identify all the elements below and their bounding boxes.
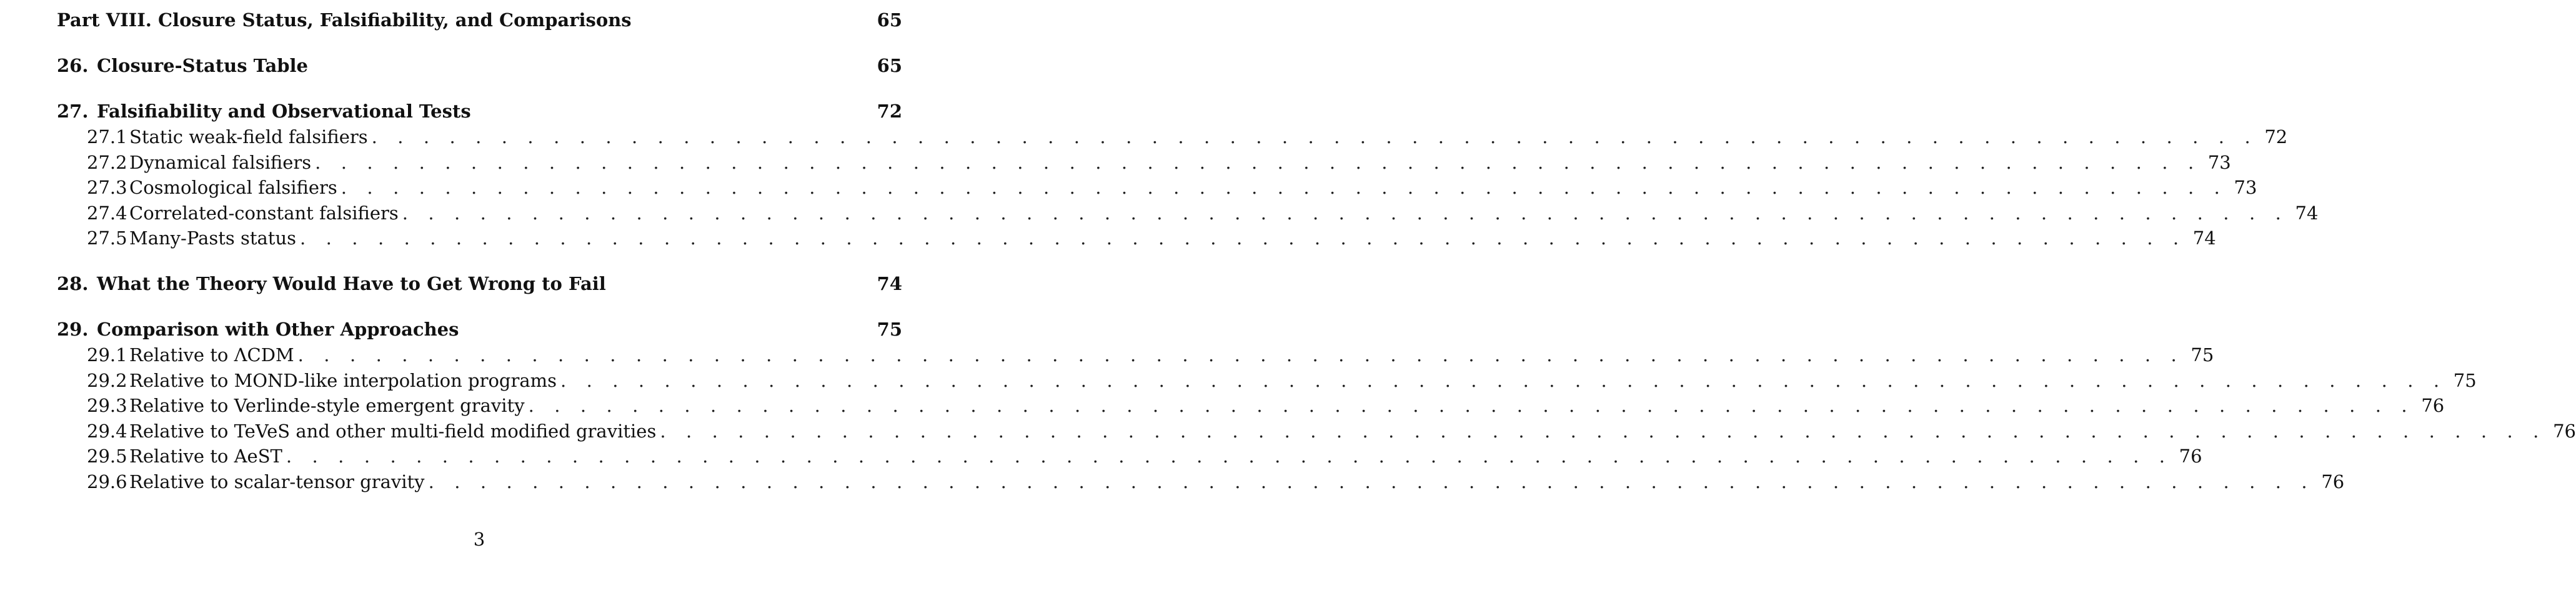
part-page-number: 65 bbox=[877, 9, 902, 31]
subsection-title: Relative to scalar-tensor gravity bbox=[129, 471, 425, 492]
subsection-page-number: 76 bbox=[2321, 471, 2345, 492]
toc-subsection-entry[interactable] bbox=[57, 150, 2231, 176]
dot-leader: . . . . . . . . . . . . . . . . . . . . . . . . . . . . . . . . . . . . . . . . . . . . . . . . . . . . . . . . . . . . . . . . . . . . . . . . . bbox=[428, 471, 2315, 492]
toc-subsection-entry[interactable] bbox=[57, 201, 2319, 226]
section-number: 26. bbox=[57, 55, 89, 76]
section-page-number: 75 bbox=[877, 318, 902, 340]
dot-leader: . . . . . . . . . . . . . . . . . . . . . . . . . . . . . . . . . . . . . . . . . . . . . . . . . . . . . . . . . . . . . . . . . . . . . . . . . bbox=[528, 395, 2415, 417]
section-page-number: 65 bbox=[877, 55, 902, 76]
subsection-number: 29.2 bbox=[87, 369, 127, 391]
toc-subsection-entry[interactable] bbox=[57, 124, 2288, 150]
subsection-number: 29.3 bbox=[87, 395, 127, 417]
dot-leader: . . . . . . . . . . . . . . . . . . . . . . . . . . . . . . . . . . . . . . . . . . . . . . . . . . . . . . . . . . . . . . . . . . . . . . . . . bbox=[315, 151, 2201, 173]
subsection-page-number: 76 bbox=[2421, 395, 2445, 417]
dot-leader: . . . . . . . . . . . . . . . . . . . . . . . . . . . . . . . . . . . . . . . . . . . . . . . . . . . . . . . . . . . . . . . . . . . . . . . . . bbox=[560, 369, 2447, 391]
subsection-number: 27.4 bbox=[87, 202, 127, 224]
subsection-title: Cosmological falsifiers bbox=[129, 177, 337, 199]
dot-leader: . . . . . . . . . . . . . . . . . . . . . . . . . . . . . . . . . . . . . . . . . . . . . . . . . . . . . . . . . . . . . . . . . . . . . . . . . bbox=[286, 446, 2172, 467]
subsection-page-number: 73 bbox=[2207, 151, 2231, 173]
subsection-title: Relative to AeST bbox=[129, 446, 282, 467]
subsection-title: Correlated-constant falsifiers bbox=[129, 202, 399, 224]
dot-leader: . . . . . . . . . . . . . . . . . . . . . . . . . . . . . . . . . . . . . . . . . . . . . . . . . . . . . . . . . . . . . . . . . . . . . . . . . bbox=[300, 227, 2186, 249]
page-footer-number: 3 bbox=[473, 529, 485, 550]
subsection-page-number: 74 bbox=[2295, 202, 2319, 224]
subsection-number: 29.4 bbox=[87, 420, 127, 442]
dot-leader: . . . . . . . . . . . . . . . . . . . . . . . . . . . . . . . . . . . . . . . . . . . . . . . . . . . . . . . . . . . . . . . . . . . . . . . . . bbox=[297, 344, 2184, 366]
section-title: Closure-Status Table bbox=[97, 55, 308, 76]
section-page-number: 72 bbox=[877, 101, 902, 122]
section-number: 29. bbox=[57, 318, 89, 340]
part-title: Part VIII. Closure Status, Falsifiability, and Comparisons bbox=[57, 9, 632, 31]
toc-section-entry[interactable] bbox=[57, 317, 902, 342]
subsection-page-number: 75 bbox=[2453, 369, 2477, 391]
section-title: What the Theory Would Have to Get Wrong to Fail bbox=[97, 272, 606, 294]
section-number: 27. bbox=[57, 101, 89, 122]
toc-part-entry[interactable] bbox=[57, 7, 902, 33]
subsection-number: 29.1 bbox=[87, 344, 127, 366]
toc-subsection-entry[interactable] bbox=[57, 469, 2345, 495]
subsection-title: Relative to Verlinde-style emergent gravity bbox=[129, 395, 525, 417]
toc-subsection-entry[interactable] bbox=[57, 175, 2257, 201]
subsection-page-number: 74 bbox=[2192, 227, 2216, 249]
subsection-page-number: 72 bbox=[2264, 126, 2288, 147]
subsection-number: 27.2 bbox=[87, 151, 127, 173]
dot-leader: . . . . . . . . . . . . . . . . . . . . . . . . . . . . . . . . . . . . . . . . . . . . . . . . . . . . . . . . . . . . . . . . . . . . . . . . . bbox=[371, 126, 2258, 147]
dot-leader: . . . . . . . . . . . . . . . . . . . . . . . . . . . . . . . . . . . . . . . . . . . . . . . . . . . . . . . . . . . . . . . . . . . . . . . . . bbox=[402, 202, 2289, 224]
section-title: Comparison with Other Approaches bbox=[97, 318, 459, 340]
subsection-page-number: 76 bbox=[2179, 446, 2202, 467]
subsection-page-number: 76 bbox=[2553, 420, 2576, 442]
toc-subsection-entry[interactable] bbox=[57, 368, 2477, 394]
subsection-title: Relative to ΛCDM bbox=[129, 344, 294, 366]
section-page-number: 74 bbox=[877, 272, 902, 294]
subsection-number: 29.6 bbox=[87, 471, 127, 492]
subsection-number: 27.5 bbox=[87, 227, 127, 249]
subsection-title: Static weak-field falsifiers bbox=[129, 126, 368, 147]
subsection-title: Dynamical falsifiers bbox=[129, 151, 312, 173]
toc-subsection-entry[interactable] bbox=[57, 342, 2214, 368]
subsection-page-number: 73 bbox=[2234, 177, 2257, 199]
toc-subsection-entry[interactable] bbox=[57, 393, 2445, 419]
subsection-title: Relative to TeVeS and other multi-field modified gravities bbox=[129, 420, 657, 442]
section-number: 28. bbox=[57, 272, 89, 294]
table-of-contents bbox=[57, 7, 2576, 495]
toc-section-entry[interactable] bbox=[57, 99, 902, 124]
toc-subsection-entry[interactable] bbox=[57, 419, 2576, 444]
subsection-number: 27.1 bbox=[87, 126, 127, 147]
dot-leader: . . . . . . . . . . . . . . . . . . . . . . . . . . . . . . . . . . . . . . . . . . . . . . . . . . . . . . . . . . . . . . . . . . . . . . . . . bbox=[660, 420, 2546, 442]
subsection-number: 29.5 bbox=[87, 446, 127, 467]
toc-subsection-entry[interactable] bbox=[57, 226, 2216, 251]
toc-subsection-entry[interactable] bbox=[57, 444, 2202, 469]
subsection-title: Many-Pasts status bbox=[129, 227, 297, 249]
subsection-title: Relative to MOND-like interpolation programs bbox=[129, 369, 557, 391]
subsection-page-number: 75 bbox=[2191, 344, 2214, 366]
toc-section-entry[interactable] bbox=[57, 53, 902, 79]
toc-section-entry[interactable] bbox=[57, 271, 902, 297]
subsection-number: 27.3 bbox=[87, 177, 127, 199]
section-title: Falsifiability and Observational Tests bbox=[97, 101, 471, 122]
dot-leader: . . . . . . . . . . . . . . . . . . . . . . . . . . . . . . . . . . . . . . . . . . . . . . . . . . . . . . . . . . . . . . . . . . . . . . . . . bbox=[341, 177, 2227, 199]
